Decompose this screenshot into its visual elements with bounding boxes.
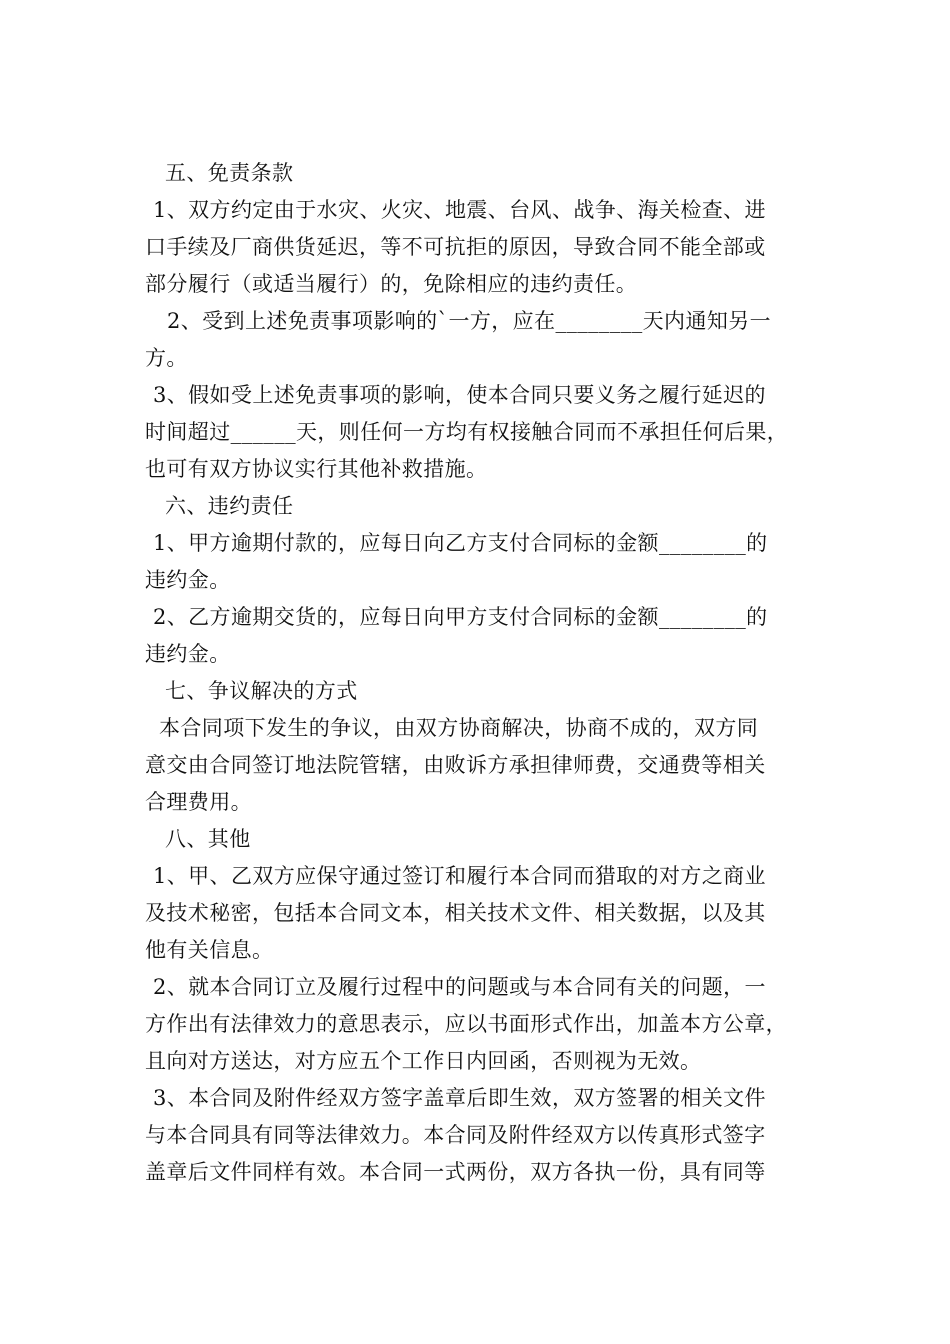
text-line: 也可有双方协议实行其他补救措施。 <box>145 457 488 481</box>
text-line: 违约金。 <box>145 568 231 592</box>
text-line: 2、乙方逾期交货的，应每日向甲方支付合同标的金额________的 <box>153 605 768 629</box>
text-line: 1、双方约定由于水灾、火灾、地震、台风、战争、海关检查、进 <box>153 198 766 222</box>
text-line: 本合同项下发生的争议，由双方协商解决，协商不成的，双方同 <box>159 716 759 740</box>
text-line: 意交由合同签订地法院管辖，由败诉方承担律师费，交通费等相关 <box>145 753 766 777</box>
text-line: 且向对方送达，对方应五个工作日内回函，否则视为无效。 <box>145 1049 702 1073</box>
text-line: 与本合同具有同等法律效力。本合同及附件经双方以传真形式签字 <box>145 1123 766 1147</box>
text-line: 2、受到上述免责事项影响的`一方，应在________天内通知另一 <box>167 309 772 333</box>
document-body <box>145 155 807 1191</box>
text-line: 时间超过______天，则任何一方均有权接触合同而不承担任何后果， <box>145 420 789 444</box>
text-line: 1、甲方逾期付款的，应每日向乙方支付合同标的金额________的 <box>153 531 768 555</box>
text-line: 八、其他 <box>165 827 251 851</box>
text-line: 方作出有法律效力的意思表示，应以书面形式作出，加盖本方公章， <box>145 1012 787 1036</box>
text-line: 部分履行（或适当履行）的，免除相应的违约责任。 <box>145 272 638 296</box>
text-line: 合理费用。 <box>145 790 252 814</box>
text-line: 他有关信息。 <box>145 938 274 962</box>
text-line: 2、就本合同订立及履行过程中的问题或与本合同有关的问题，一 <box>153 975 766 999</box>
text-line: 盖章后文件同样有效。本合同一式两份，双方各执一份，具有同等 <box>145 1160 766 1184</box>
text-line: 1、甲、乙双方应保守通过签订和履行本合同而猎取的对方之商业 <box>153 864 766 888</box>
text-line: 七、争议解决的方式 <box>165 679 358 703</box>
text-line: 3、假如受上述免责事项的影响，使本合同只要义务之履行延迟的 <box>153 383 766 407</box>
text-line: 六、违约责任 <box>165 494 294 518</box>
text-line: 3、本合同及附件经双方签字盖章后即生效，双方签署的相关文件 <box>153 1086 766 1110</box>
text-line: 五、免责条款 <box>165 161 294 185</box>
text-line: 方。 <box>145 346 188 370</box>
text-line: 及技术秘密，包括本合同文本，相关技术文件、相关数据，以及其 <box>145 901 766 925</box>
text-line: 口手续及厂商供货延迟，等不可抗拒的原因，导致合同不能全部或 <box>145 235 766 259</box>
text-line: 违约金。 <box>145 642 231 666</box>
